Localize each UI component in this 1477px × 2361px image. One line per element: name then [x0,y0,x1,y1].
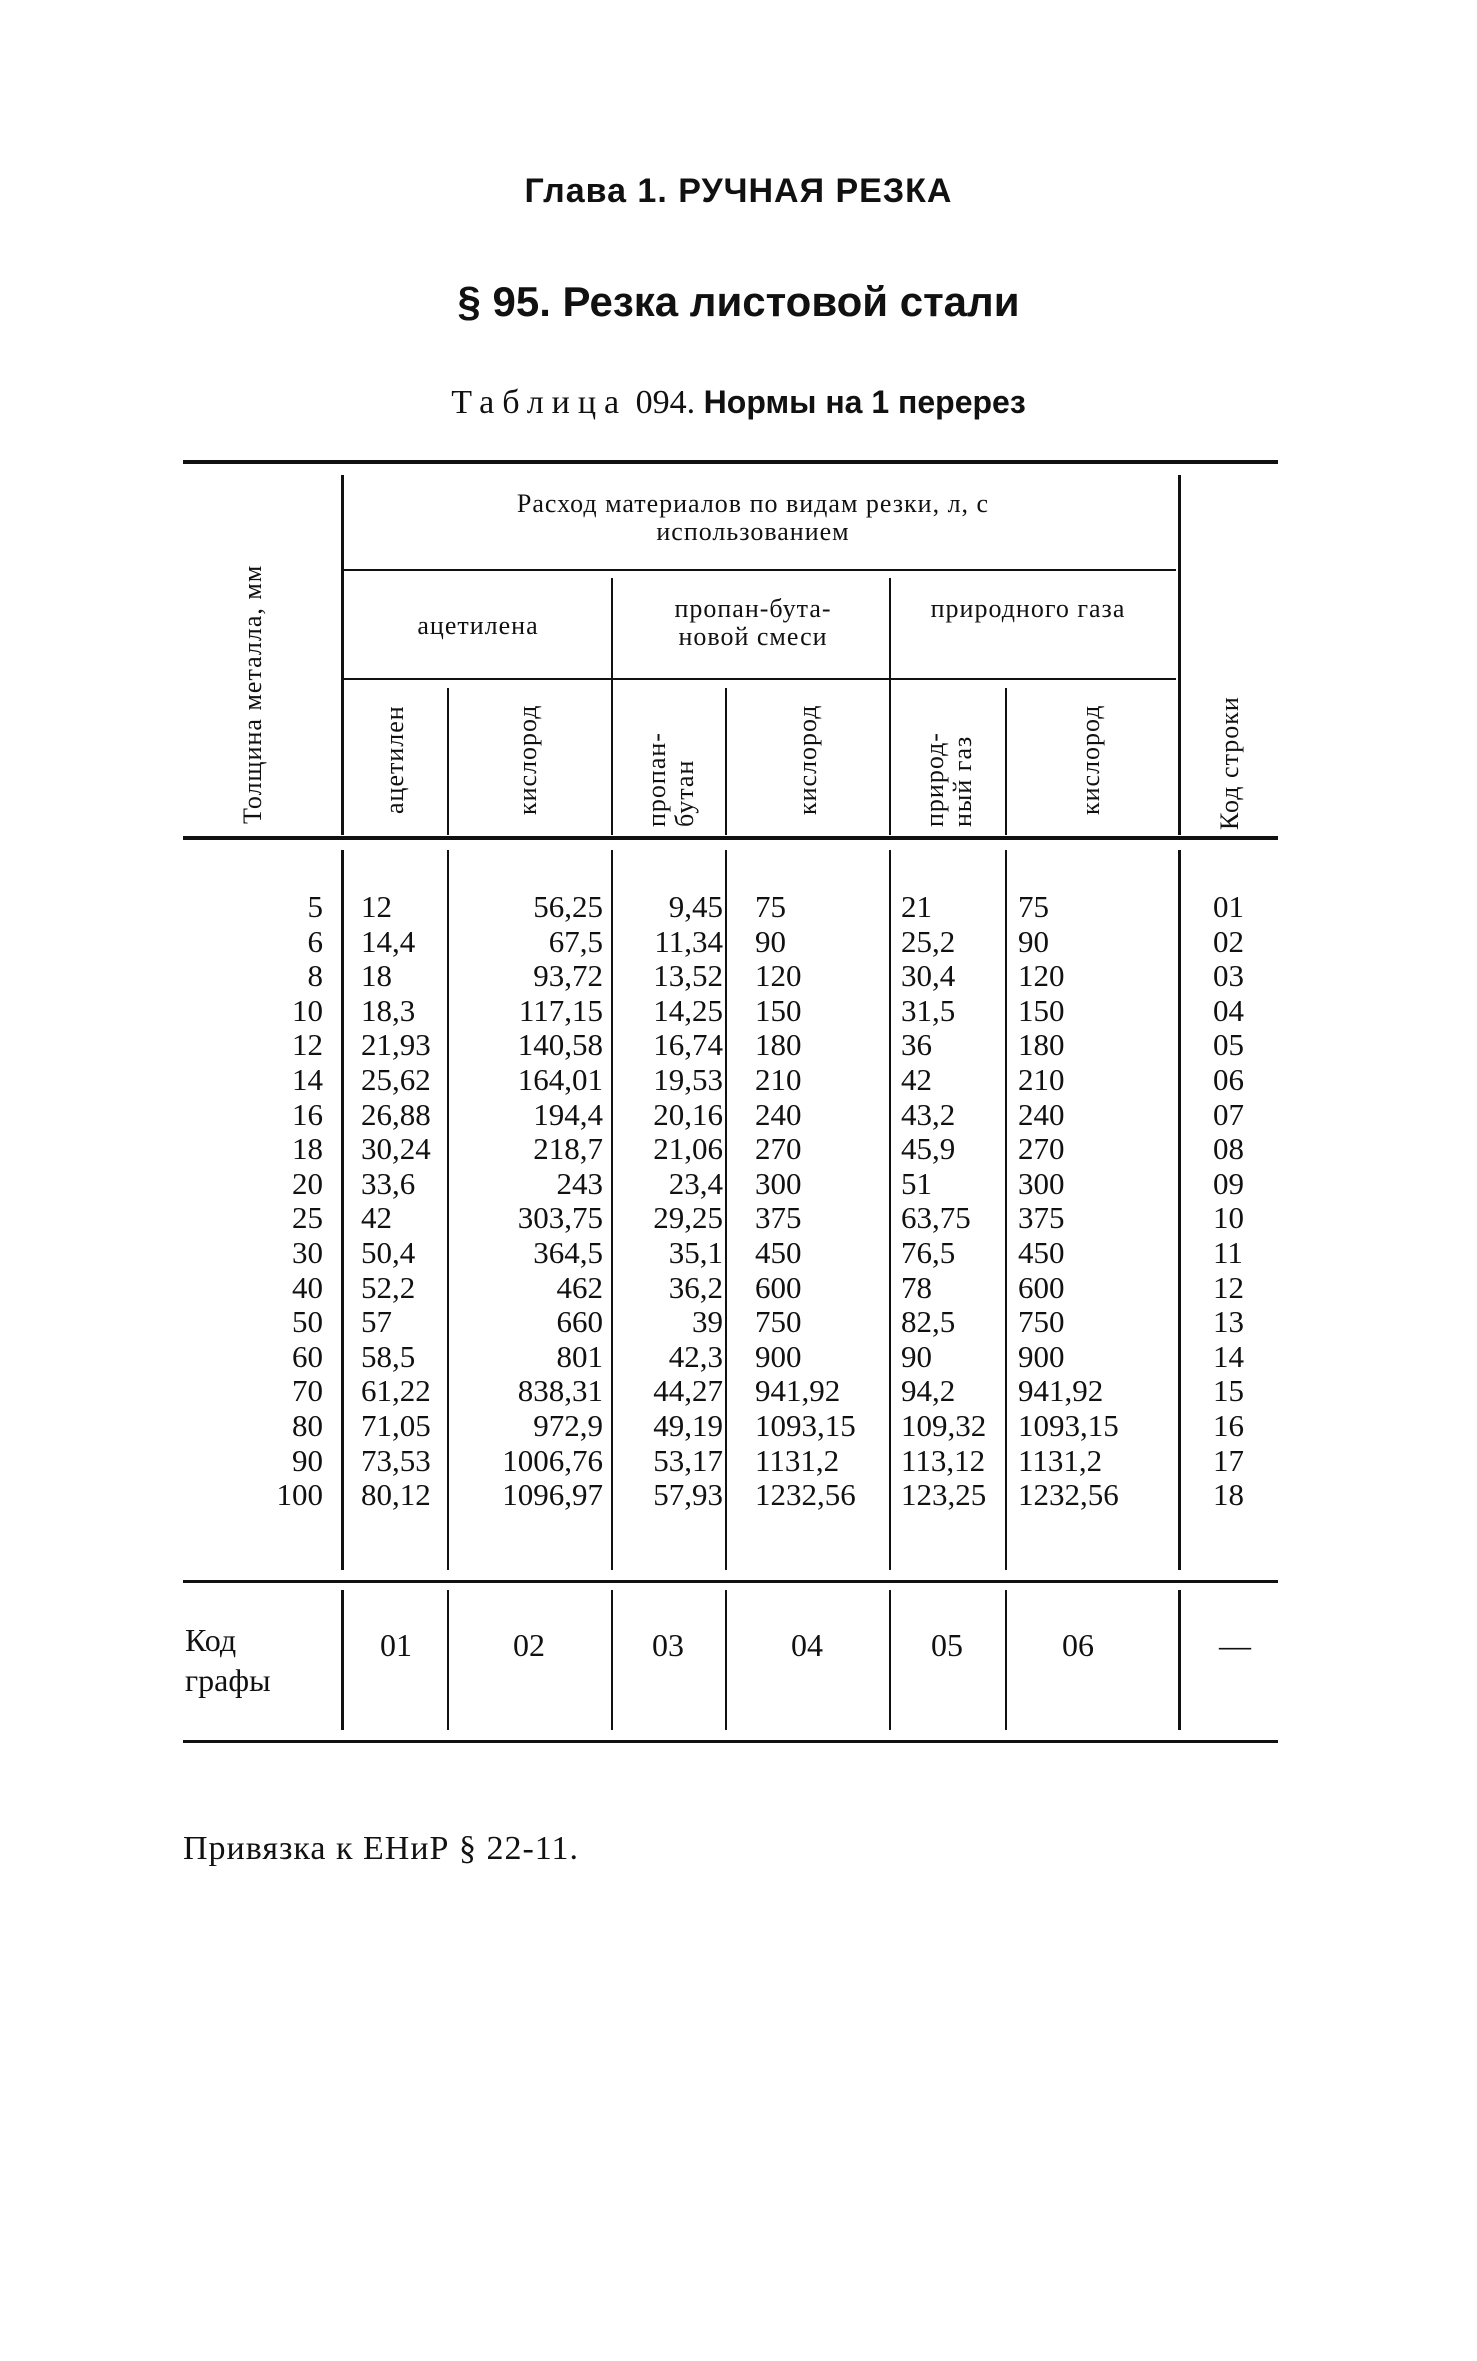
table-cell: 1232,56 [755,1477,856,1513]
table-cell: 30,4 [901,958,956,994]
table-cell: 180 [1018,1027,1065,1063]
header-col-oxygen-3: кислород [1076,704,1105,816]
table-cell: 20,16 [653,1096,723,1132]
table-cell: 51 [901,1165,932,1201]
vrule-body-thickness [341,850,344,1570]
vrule-group2 [889,578,891,835]
table-cell: 1096,97 [502,1477,603,1513]
caption-word: Таблица [451,384,628,421]
table-cell: 94,2 [901,1373,956,1409]
table-cell: 67,5 [548,923,603,959]
table-cell: 02 [1213,923,1244,959]
table-cell: 63,75 [901,1200,971,1236]
table-cell: 61,22 [361,1373,431,1409]
table-cell: 75 [755,889,786,924]
table-cell: 04 [1213,992,1244,1028]
table-cell: 218,7 [533,1131,603,1167]
table-cell: 26,88 [361,1096,431,1132]
table-cell: 08 [1213,1131,1244,1167]
table-cell: 1006,76 [502,1442,603,1478]
table-cell: 78 [901,1269,932,1305]
table-cell: 05 [1213,1027,1244,1063]
table-cell: 462 [556,1269,603,1305]
table-cell: 18,3 [361,992,416,1028]
table-cell: 21 [901,889,932,924]
table-cell: 113,12 [901,1442,986,1478]
table-cell: 109,32 [901,1407,987,1443]
table-cell: 14 [1213,1338,1244,1374]
table-cell: 14 [292,1061,323,1097]
col-thickness [123,890,323,1513]
table-cell: 36 [901,1027,932,1063]
rule-under-groups [343,678,1176,680]
table-cell: 71,05 [361,1407,431,1443]
table-cell: 300 [1018,1165,1065,1201]
table-cell: 07 [1213,1096,1244,1132]
table-cell: 900 [1018,1338,1065,1374]
table-cell: 82,5 [901,1304,956,1340]
header-col-propane-butane: пропан-бутан [642,732,699,827]
table-cell: 25,2 [901,923,956,959]
table-cell: 750 [1018,1304,1065,1340]
table-cell: 45,9 [901,1131,956,1167]
table-cell: 300 [755,1165,802,1201]
section-title: § 95. Резка листовой стали [457,278,1020,325]
caption-number: 094. [635,384,696,421]
table-cell: 18 [1213,1477,1244,1513]
table-cell: 21,93 [361,1027,431,1063]
table-cell: 30,24 [361,1131,431,1167]
footer-label-line1: Код [185,1622,237,1658]
table-cell: 900 [755,1338,802,1374]
table-cell: 90 [755,923,786,959]
table-cell: 375 [755,1200,802,1236]
table-cell: 09 [1213,1165,1244,1201]
table-cell: 450 [1018,1234,1065,1270]
table-cell: 194,4 [533,1096,603,1132]
table-cell: 13,52 [653,958,723,994]
col-row-code [1213,890,1273,1513]
table-cell: 100 [276,1477,323,1513]
header-col-acetylene: ацетилен [380,705,409,815]
table-cell: 33,6 [361,1165,416,1201]
norms-table [183,460,1278,1745]
table-cell: 838,31 [517,1373,603,1409]
table-cell: 31,5 [901,992,956,1028]
table-cell: 25,62 [361,1061,431,1097]
table-cell: 57 [361,1304,392,1340]
table-cell: 50 [292,1304,323,1340]
vrule-foot-col1 [447,1590,449,1730]
footer-code-06: 06 [1062,1627,1094,1663]
table-cell: 12 [292,1027,323,1063]
table-cell: 16 [1213,1407,1244,1443]
table-cell: 10 [292,992,323,1028]
footer-top-rule [183,1580,1278,1583]
table-cell: 15 [1213,1373,1244,1409]
table-cell: 90 [292,1442,323,1478]
table-cell: 660 [556,1304,603,1340]
table-cell: 150 [755,992,802,1028]
table-cell: 11 [1213,1234,1243,1270]
col-propane-butane [523,890,723,1513]
caption-title: Нормы на 1 перерез [703,384,1026,420]
header-col-natural-gas: природ-ный газ [920,732,977,827]
table-cell: 210 [755,1061,802,1097]
footer-code-dash: — [1219,1627,1251,1663]
table-cell: 1093,15 [755,1407,856,1443]
table-cell: 180 [755,1027,802,1063]
table-cell: 58,5 [361,1338,416,1374]
table-cell: 06 [1213,1061,1244,1097]
table-cell: 750 [755,1304,802,1340]
table-cell: 1232,56 [1018,1477,1119,1513]
table-cell: 36,2 [668,1269,723,1305]
table-cell: 1131,2 [1018,1442,1103,1478]
table-cell: 120 [755,958,802,994]
table-top-rule [183,460,1278,464]
header-thickness: Толщина металла, мм [238,564,267,824]
vrule-foot-rowcode [1178,1590,1181,1730]
table-cell: 14,4 [361,923,416,959]
table-cell: 270 [755,1131,802,1167]
table-cell: 25 [292,1200,323,1236]
table-cell: 56,25 [533,889,603,924]
table-cell: 801 [556,1338,603,1374]
table-cell: 39 [692,1304,723,1340]
table-cell: 14,25 [653,992,723,1028]
table-cell: 53,17 [653,1442,723,1478]
table-cell: 90 [901,1338,932,1374]
chapter-title: Глава 1. РУЧНАЯ РЕЗКА [524,172,953,210]
table-bottom-rule [183,1740,1278,1743]
table-cell: 03 [1213,958,1244,994]
table-cell: 60 [292,1338,323,1374]
table-cell: 450 [755,1234,802,1270]
col-oxygen-3 [1018,890,1218,1513]
vrule-foot-col3 [725,1590,727,1730]
table-cell: 23,4 [668,1165,723,1201]
table-cell: 10 [1213,1200,1244,1236]
table-cell: 17 [1213,1442,1244,1478]
table-caption [0,384,1477,422]
table-cell: 18 [361,958,392,994]
table-cell: 80,12 [361,1477,431,1513]
table-cell: 140,58 [517,1027,603,1063]
footer-label [185,1620,271,1700]
table-cell: 13 [1213,1304,1244,1340]
table-cell: 43,2 [901,1096,956,1132]
vrule-foot-group2 [889,1590,891,1730]
table-cell: 42 [361,1200,392,1236]
table-cell: 40 [292,1269,323,1305]
vrule-body-col3 [725,850,727,1570]
table-cell: 76,5 [901,1234,956,1270]
table-cell: 150 [1018,992,1065,1028]
table-cell: 35,1 [668,1234,723,1270]
vrule-group1 [611,578,613,835]
table-cell: 210 [1018,1061,1065,1097]
footer-code-05: 05 [931,1627,963,1663]
table-cell: 01 [1213,889,1244,924]
table-cell: 18 [292,1131,323,1167]
header-group-acetylene: ацетилена [417,611,539,640]
header-consumption: Расход материалов по видам резки, л, с использованием [516,489,990,546]
table-cell: 9,45 [668,889,723,924]
table-cell: 364,5 [533,1234,603,1270]
table-cell: 29,25 [653,1200,723,1236]
table-cell: 11,34 [654,923,723,959]
table-cell: 42 [901,1061,932,1097]
table-cell: 270 [1018,1131,1065,1167]
footer-code-04: 04 [791,1627,823,1663]
table-cell: 117,15 [518,992,603,1028]
table-cell: 120 [1018,958,1065,994]
table-cell: 303,75 [517,1200,603,1236]
footer-label-line2: графы [185,1662,271,1698]
footer-code-02: 02 [513,1627,545,1663]
footer-code-01: 01 [380,1627,412,1663]
table-cell: 240 [755,1096,802,1132]
vrule-rowcode [1178,475,1181,835]
table-cell: 5 [307,889,323,924]
table-cell: 12 [1213,1269,1244,1305]
table-cell: 941,92 [755,1373,841,1409]
header-group-propane: пропан-бута-новой смеси [674,594,832,651]
table-cell: 600 [755,1269,802,1305]
header-col-oxygen-2: кислород [793,704,822,816]
table-cell: 57,93 [653,1477,723,1513]
table-cell: 42,3 [668,1338,723,1374]
table-cell: 19,53 [653,1061,723,1097]
vrule-foot-col5 [1005,1590,1007,1730]
table-cell: 73,53 [361,1442,431,1478]
table-cell: 972,9 [533,1407,603,1443]
table-cell: 16 [292,1096,323,1132]
table-cell: 52,2 [361,1269,416,1305]
table-cell: 8 [307,958,323,994]
table-cell: 243 [556,1165,603,1201]
header-bottom-rule [183,836,1278,840]
table-cell: 30 [292,1234,323,1270]
table-cell: 240 [1018,1096,1065,1132]
table-cell: 375 [1018,1200,1065,1236]
table-cell: 21,06 [653,1131,723,1167]
table-cell: 93,72 [533,958,603,994]
table-cell: 941,92 [1018,1373,1104,1409]
vrule-col1 [447,688,449,835]
header-group-natural-gas: природного газа [930,594,1126,623]
footer-code-03: 03 [652,1627,684,1663]
table-cell: 12 [361,889,392,924]
rule-under-consumption [343,569,1176,571]
table-cell: 123,25 [901,1477,987,1513]
table-cell: 6 [307,923,323,959]
table-cell: 600 [1018,1269,1065,1305]
table-cell: 80 [292,1407,323,1443]
vrule-col3 [725,688,727,835]
reference-note: Привязка к ЕНиР § 22-11. [183,1830,580,1867]
table-cell: 49,19 [653,1407,723,1443]
table-cell: 1131,2 [755,1442,840,1478]
table-cell: 90 [1018,923,1049,959]
vrule-foot-thickness [341,1590,344,1730]
table-cell: 164,01 [517,1061,603,1097]
table-cell: 70 [292,1373,323,1409]
header-row-code: Код строки [1215,696,1244,830]
table-cell: 20 [292,1165,323,1201]
table-cell: 50,4 [361,1234,416,1270]
vrule-col5 [1005,688,1007,835]
header-col-oxygen-1: кислород [513,704,542,816]
vrule-thickness [341,475,344,835]
table-cell: 1093,15 [1018,1407,1119,1443]
table-cell: 16,74 [653,1027,723,1063]
vrule-foot-group1 [611,1590,613,1730]
table-cell: 44,27 [653,1373,723,1409]
table-cell: 75 [1018,889,1049,924]
